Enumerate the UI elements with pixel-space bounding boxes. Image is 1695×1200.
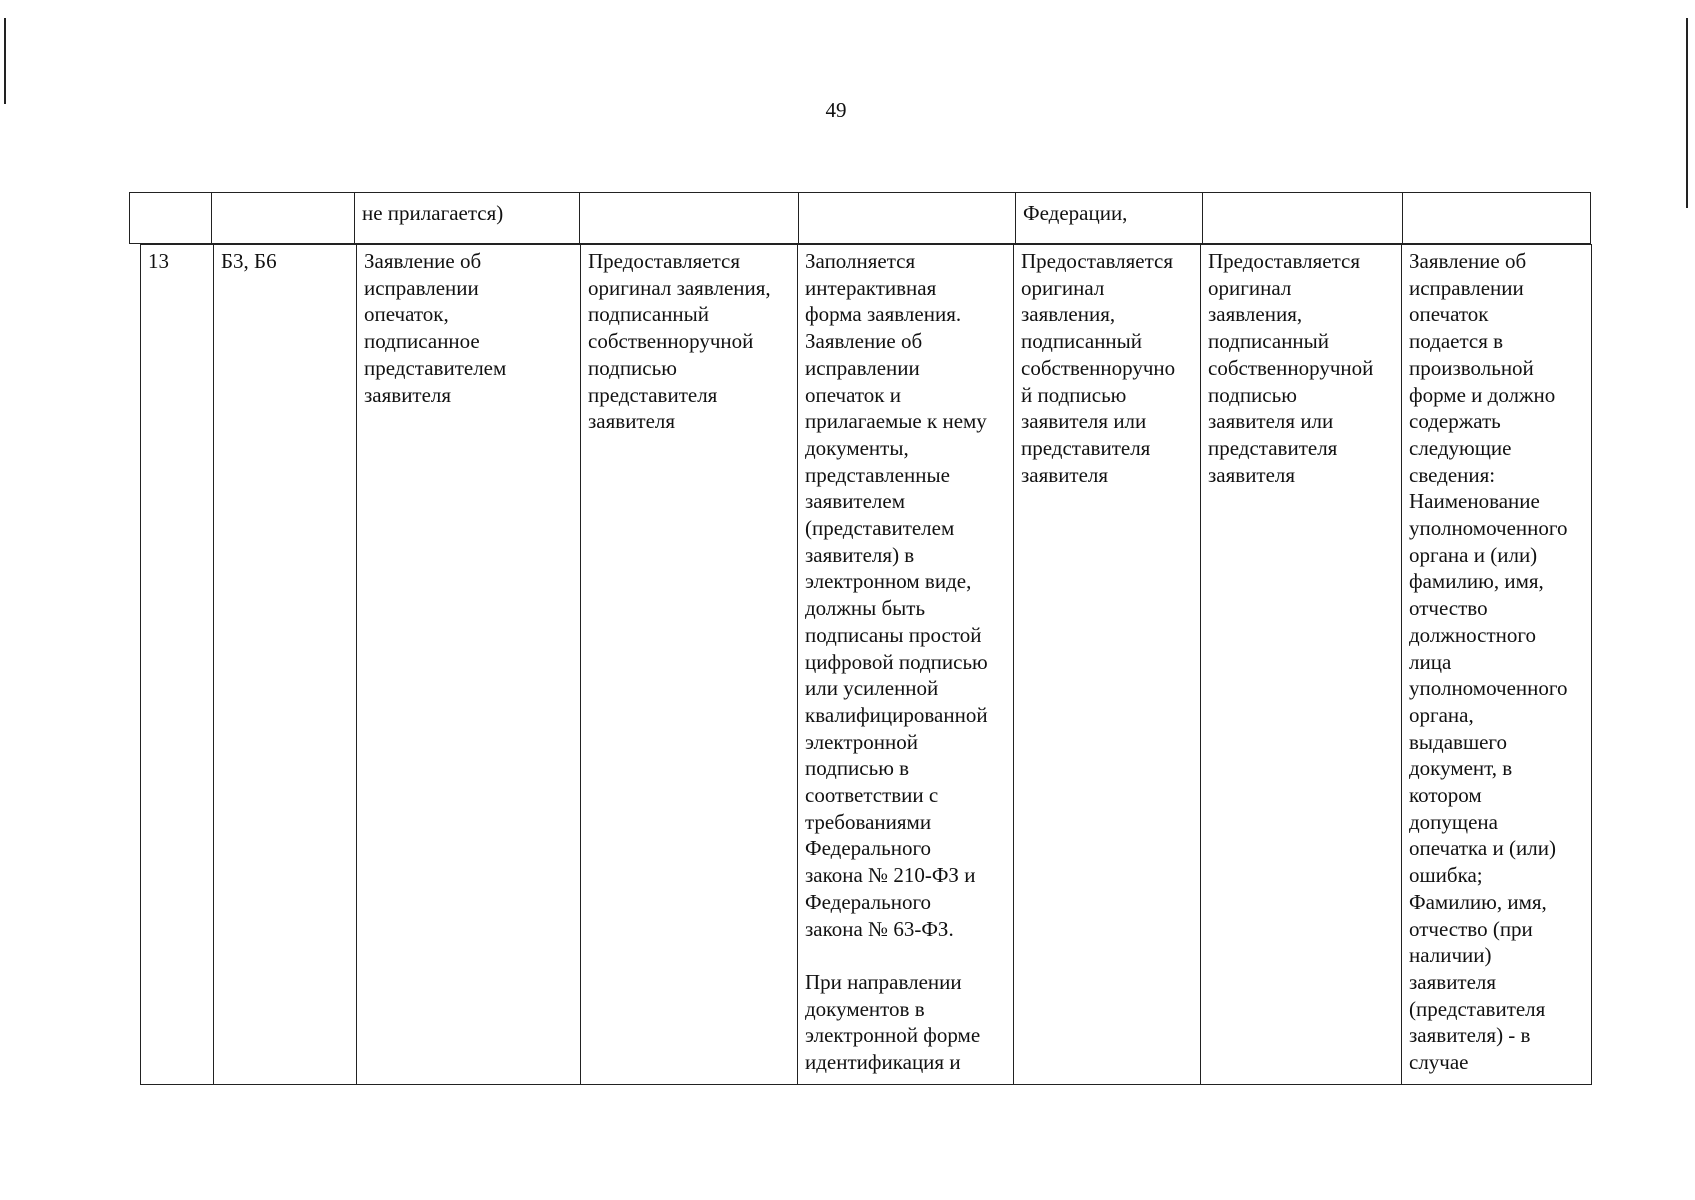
cell-text-line: подписью в [805,756,910,781]
cell-text-line: опечатка и (или) [1409,836,1556,861]
cell-text-line: Заявление об [805,329,923,354]
cell-text-line: интерактивная [805,275,937,300]
cell-text-line: заявителя) - в [1409,1023,1531,1048]
cell-text-line: заявителя [1021,462,1109,487]
table-cell [1203,193,1403,244]
cell-text-line: заявителя [588,409,676,434]
cell-text-line: содержать [1409,409,1501,434]
cell-text-line: органа, [1409,702,1474,727]
cell-text-line: исправлении [805,355,920,380]
cell-text-line: электронном виде, [805,569,972,594]
cell-text-line: отчество (при [1409,916,1533,941]
cell-text-line: собственноручной [1208,355,1374,380]
scan-edge-mark [1686,18,1688,208]
table-cell [130,193,212,244]
cell-text-line: следующие [1409,435,1512,460]
cell-text-line: подписанный [1208,329,1330,354]
cell-text-line: исправлении [364,275,479,300]
cell-text-line: исправлении [1409,275,1524,300]
codes-cell: Б3, Б6 [214,245,357,1085]
cell-text-line: Заявление об [1409,249,1527,273]
cell-text-line: заявления, [1208,302,1303,327]
cell-text-line: представителя [1208,435,1338,460]
cell-text-line: заявителя или [1021,409,1147,434]
cell-text-line: опечаток [1409,302,1489,327]
cell-text-line: подписанный [1021,329,1143,354]
cell-text-line: При направлении [805,969,962,994]
table-cell [580,193,799,244]
cell-text-line: подписаны простой [805,622,982,647]
cell-text-line: Федерального [805,836,932,861]
row-number-cell: 13 [141,245,214,1085]
cell-text-line: квалифицированной [805,702,988,727]
cell-text-line: й подписью [1021,382,1127,407]
cell-text-line: Федерального [805,889,932,914]
table-cell [212,193,355,244]
table-cell: не прилагается) [355,193,580,244]
cell-text-line: сведения: [1409,462,1496,487]
cell-text-line: выдавшего [1409,729,1508,754]
cell-text-line: Наименование [1409,489,1540,514]
cell-text-line: электронной форме [805,1023,981,1048]
cell-text-line: представителя [588,382,718,407]
cell-text-line: соответствии с [805,783,939,808]
table-row [130,193,1591,244]
cell-text-line: требованиями [805,809,932,834]
cell-text-line: должностного [1409,622,1536,647]
cell-text-line: Предоставляется [1021,249,1174,273]
cell-text-line: идентификация и [805,1050,961,1075]
cell-text-line: документы, [805,435,909,460]
cell-text-line: произвольной [1409,355,1534,380]
cell-text-line: закона № 63-ФЗ. [805,916,954,941]
submission-cell-6 [1014,245,1201,1085]
cell-text-line: цифровой подписью [805,649,988,674]
cell-text-line: котором [1409,783,1482,808]
cell-text-line: подписью [1208,382,1297,407]
cell-text-line: опечаток и [805,382,901,407]
cell-text-line: прилагаемые к нему [805,409,987,434]
table-cell: Федерации, [1016,193,1203,244]
paper-submission-cell [581,245,798,1085]
cell-text-line: электронной [805,729,919,754]
cell-text-line: документ, в [1409,756,1513,781]
cell-text-line: собственноручно [1021,355,1176,380]
cell-text-line: заявителя [1409,969,1497,994]
cell-text-line: документов в [805,996,925,1021]
cell-text-line: случае [1409,1050,1469,1075]
cell-text-line: подается в [1409,329,1504,354]
cell-text-line: ошибка; [1409,863,1483,888]
cell-text-line: Фамилию, имя, [1409,889,1547,914]
cell-text-line: форме и должно [1409,382,1556,407]
cell-text-line: уполномоченного [1409,516,1568,541]
main-row-table [140,244,1592,1085]
cell-text-line: подписанный [588,302,710,327]
cell-text-line: заявителя) в [805,542,915,567]
submission-cell-7 [1201,245,1402,1085]
cell-text-line: подписанное [364,329,480,354]
cell-text-line: форма заявления. [805,302,962,327]
cell-text-line: представленные [805,462,950,487]
table-cell [1403,193,1591,244]
table-cell [799,193,1016,244]
cell-text-line: собственноручной [588,329,754,354]
continuation-row-table [129,192,1591,244]
cell-text-line: уполномоченного [1409,676,1568,701]
cell-text-line: заявителя [364,382,452,407]
cell-text-line: лица [1409,649,1452,674]
cell-text-line: Заявление об [364,249,482,273]
cell-text-line: (представителя [1409,996,1546,1021]
cell-text-line: Заполняется [805,249,916,273]
cell-text-line: закона № 210-ФЗ и [805,863,976,888]
cell-text-line: заявителем [805,489,906,514]
cell-text-line: подписью [588,355,677,380]
cell-text-line: должны быть [805,596,926,621]
cell-text-line: опечаток, [364,302,449,327]
cell-text-line: органа и (или) [1409,542,1538,567]
cell-text-line: заявителя или [1208,409,1334,434]
cell-text-line: оригинал заявления, [588,275,771,300]
cell-text-line: или усиленной [805,676,939,701]
cell-text-line: Предоставляется [588,249,741,273]
document-name-cell [357,245,581,1085]
electronic-submission-cell [798,245,1014,1085]
cell-text-line: допущена [1409,809,1498,834]
cell-text-line: заявителя [1208,462,1296,487]
page-number: 49 [825,98,847,122]
scan-edge-mark [4,18,6,104]
cell-text-line: оригинал [1208,275,1292,300]
cell-text-line: Предоставляется [1208,249,1361,273]
cell-text-line: фамилию, имя, [1409,569,1544,594]
cell-text-line: представителем [364,355,507,380]
cell-text-line: (представителем [805,516,955,541]
cell-text-line: заявления, [1021,302,1116,327]
cell-text-line: наличии) [1409,943,1492,968]
cell-text-line: отчество [1409,596,1488,621]
requirements-cell [1402,245,1592,1085]
cell-text-line [805,942,1008,969]
cell-text-line: оригинал [1021,275,1105,300]
table-row [141,245,1592,1085]
cell-text-line: представителя [1021,435,1151,460]
